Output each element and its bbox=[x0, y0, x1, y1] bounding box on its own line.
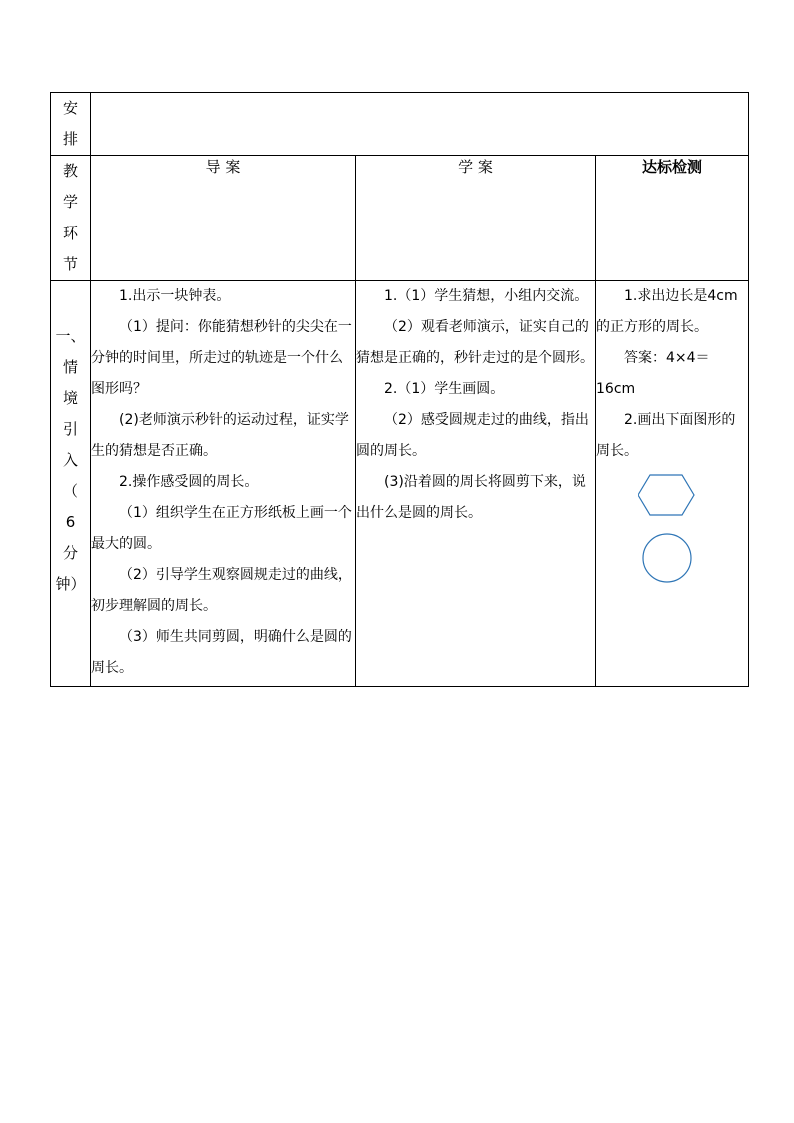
section1-char: 引 bbox=[62, 420, 78, 438]
stage-char: 教 bbox=[62, 162, 78, 180]
daoan-paragraph: 2.操作感受圆的周长。 bbox=[119, 474, 259, 490]
section1-char: 6 bbox=[65, 513, 76, 531]
anpai-content-cell bbox=[91, 93, 749, 156]
daoan-paragraph: 1.出示一块钟表。 bbox=[119, 288, 231, 304]
anpai-char: 安 bbox=[62, 99, 78, 117]
check-paragraph: 答案：4×4＝16cm bbox=[596, 350, 710, 397]
stage-label-cell bbox=[51, 156, 91, 281]
anpai-label-cell bbox=[51, 93, 91, 156]
daoan-content bbox=[91, 281, 356, 687]
circle-icon bbox=[643, 534, 691, 582]
xuean-paragraph: （2）观看老师演示，证实自己的猜想是正确的，秒针走过的是个圆形。 bbox=[356, 319, 594, 366]
xuean-paragraph: 2.（1）学生画圆。 bbox=[384, 381, 505, 397]
lesson-plan-table bbox=[50, 92, 749, 687]
section1-char: 分 bbox=[62, 544, 78, 562]
section1-char: （ bbox=[62, 482, 78, 500]
xuean-paragraph: (3)沿着圆的周长将圆剪下来，说出什么是圆的周长。 bbox=[356, 474, 586, 521]
daoan-paragraph: （1）组织学生在正方形纸板上画一个最大的圆。 bbox=[91, 505, 352, 552]
daoan-paragraph: （3）师生共同剪圆，明确什么是圆的周长。 bbox=[91, 629, 352, 676]
daoan-paragraph: （1）提问：你能猜想秒针的尖尖在一分钟的时间里，所走过的轨迹是一个什么图形吗？ bbox=[91, 319, 352, 397]
stage-char: 节 bbox=[62, 255, 78, 273]
xuean-paragraph: 1.（1）学生猜想，小组内交流。 bbox=[384, 288, 589, 304]
section1-char: 境 bbox=[62, 389, 78, 407]
dabiao-header: 达标检测 bbox=[596, 156, 749, 281]
section1-char: 入 bbox=[62, 451, 78, 469]
section1-char: 钟） bbox=[55, 575, 86, 593]
section1-label-cell bbox=[51, 281, 91, 687]
check-paragraph: 2.画出下面图形的周长。 bbox=[596, 412, 736, 459]
xuean-header: 学 案 bbox=[356, 156, 596, 281]
daoan-header: 导 案 bbox=[91, 156, 356, 281]
daoan-paragraph: （2）引导学生观察圆规走过的曲线，初步理解圆的周长。 bbox=[91, 567, 352, 614]
stage-char: 学 bbox=[62, 193, 78, 211]
check-paragraph: 1.求出边长是4cm的正方形的周长。 bbox=[596, 288, 738, 335]
daoan-paragraph: (2)老师演示秒针的运动过程，证实学生的猜想是否正确。 bbox=[91, 412, 349, 459]
hexagon-icon bbox=[638, 475, 694, 515]
stage-char: 环 bbox=[62, 224, 78, 242]
section1-char: 情 bbox=[62, 358, 78, 376]
row-anpai bbox=[51, 93, 749, 156]
row-header bbox=[51, 156, 749, 281]
dabiao-content bbox=[596, 281, 749, 687]
row-section1 bbox=[51, 281, 749, 687]
section1-char: 一、 bbox=[55, 327, 86, 345]
shapes-figure bbox=[638, 473, 698, 588]
xuean-content bbox=[356, 281, 596, 687]
xuean-paragraph: （2）感受圆规走过的曲线，指出圆的周长。 bbox=[356, 412, 589, 459]
anpai-char: 排 bbox=[62, 130, 78, 148]
